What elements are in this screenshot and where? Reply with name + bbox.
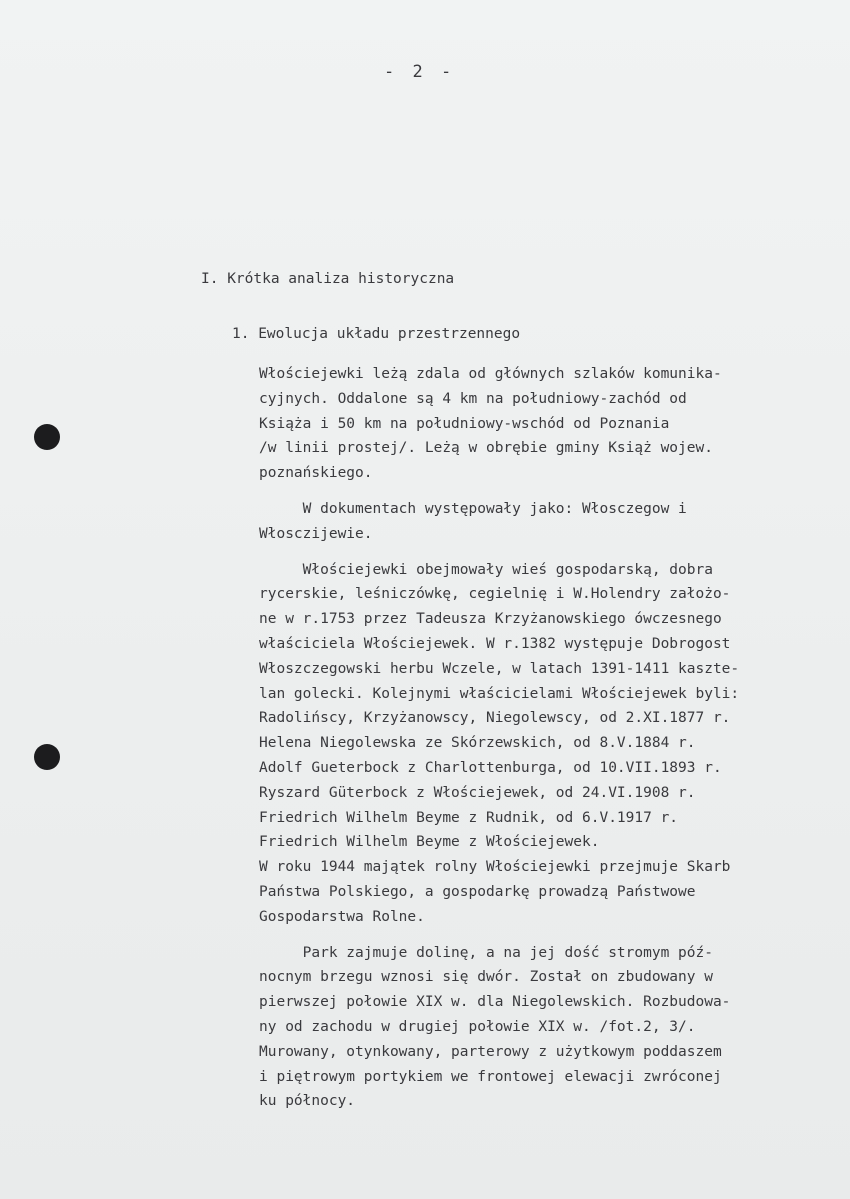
text-line: Friedrich Wilhelm Beyme z Włościejewek. — [259, 834, 600, 851]
text-line: Włosczijewie. — [259, 525, 373, 542]
text-line: poznańskiego. — [259, 465, 373, 482]
text-line: Książa i 50 km na południowy-wschód od Poznania — [259, 415, 670, 432]
paragraph — [259, 497, 839, 547]
text-line: Włościejewki obejmowały wieś gospodarską, dobra — [259, 561, 713, 578]
body-text — [259, 362, 839, 1114]
text-line: ne w r.1753 przez Tadeusza Krzyżanowskiego ówczesnego — [259, 611, 722, 628]
text-line: Adolf Gueterbock z Charlottenburga, od 10.VII.1893 r. — [259, 759, 722, 776]
text-line: ku północy. — [259, 1093, 356, 1110]
text-line: i piętrowym portykiem we frontowej elewacji zwróconej — [259, 1068, 722, 1085]
text-line: Radolińscy, Krzyżanowscy, Niegolewscy, od 2.XI.1877 r. — [259, 710, 731, 727]
text-line: W dokumentach występowały jako: Włosczegow i — [259, 500, 687, 517]
text-line: Helena Niegolewska ze Skórzewskich, od 8.V.1884 r. — [259, 735, 696, 752]
punch-hole — [34, 744, 60, 770]
text-line: W roku 1944 majątek rolny Włościejewki przejmuje Skarb — [259, 859, 731, 876]
text-line: Włoszczegowski herbu Wczele, w latach 1391-1411 kasztе- — [259, 660, 740, 677]
text-line: Włościejewki leżą zdala od głównych szlaków komunika- — [259, 366, 722, 382]
page-number: - 2 - — [384, 62, 456, 82]
sub-heading: 1. Ewolucja układu przestrzennego — [232, 326, 521, 342]
section-heading: I. Krótka analiza historyczna — [201, 271, 455, 287]
text-line: pierwszej połowie XIX w. dla Niegolewskich. Rozbudowa- — [259, 994, 731, 1011]
text-line: Park zajmuje dolinę, a na jej dość stromym póź- — [259, 944, 713, 961]
paragraph-gap — [259, 930, 839, 941]
text-line: Państwa Polskiego, a gospodarkę prowadzą Państwowe — [259, 883, 696, 900]
paragraph-gap — [259, 547, 839, 558]
text-line: /w linii prostej/. Leżą w obrębie gminy Książ wojew. — [259, 440, 713, 457]
text-line: właściciela Włościejewek. W r.1382 występuje Dobrogost — [259, 635, 731, 652]
text-line: ny od zachodu w drugiej połowie XIX w. /fot.2, 3/. — [259, 1018, 696, 1035]
text-line: nocnym brzegu wznosi się dwór. Został on zbudowany w — [259, 969, 713, 986]
text-line: lan golecki. Kolejnymi właścicielami Włościejewek byli: — [259, 685, 740, 702]
punch-hole — [34, 424, 60, 450]
text-line: cyjnych. Oddalone są 4 km na południowy-zachód od — [259, 390, 687, 407]
text-line: Friedrich Wilhelm Beyme z Rudnik, od 6.V.1917 r. — [259, 809, 679, 826]
paragraph — [259, 941, 839, 1115]
text-line: rycerskie, leśniczówkę, cegielnię i W.Holendry założo- — [259, 586, 731, 603]
paragraph — [259, 362, 839, 486]
paragraph-gap — [259, 486, 839, 497]
paragraph — [259, 558, 839, 930]
text-line: Ryszard Güterbock z Włościejewek, od 24.VI.1908 r. — [259, 784, 696, 801]
text-line: Gospodarstwa Rolne. — [259, 908, 425, 925]
text-line: Murowany, otynkowany, parterowy z użytkowym poddaszem — [259, 1043, 722, 1060]
